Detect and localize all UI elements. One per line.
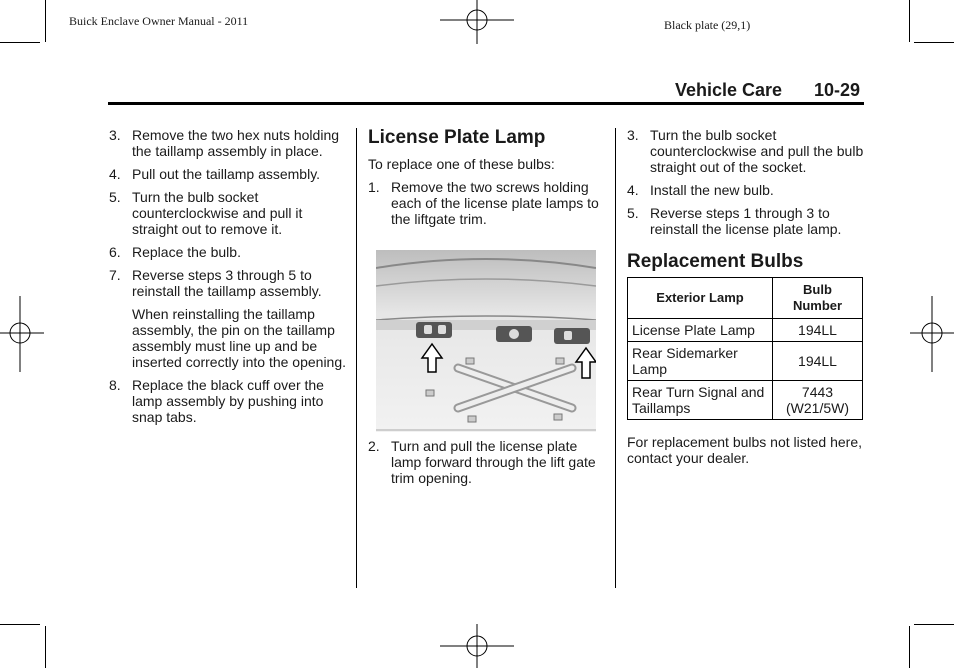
section-heading-replacement-bulbs: Replacement Bulbs <box>627 251 804 272</box>
registration-mark-top <box>440 0 516 44</box>
column-2 <box>368 127 608 234</box>
registration-mark-bottom <box>440 624 516 668</box>
header-rule <box>108 102 864 105</box>
list-item: 8. Replace the black cuff over the lamp assembly by pushing into snap tabs. <box>109 377 324 425</box>
reinstall-note: When reinstalling the taillamp assembly, the pin on the taillamp assembly must line up and be inserted correctly into the opening. <box>132 306 347 370</box>
column-divider <box>356 128 357 588</box>
list-item: 4. Pull out the taillamp assembly. <box>109 166 321 182</box>
crop-mark <box>909 626 910 668</box>
column-1 <box>109 127 347 432</box>
column-2-lower <box>368 438 608 493</box>
list-item: 5. Turn the bulb socket counterclockwise and pull it straight out to remove it. <box>109 189 303 237</box>
list-item: 2. Turn and pull the license plate lamp forward through the lift gate trim opening. <box>368 438 596 486</box>
column-divider <box>615 128 616 588</box>
list-item: 7. Reverse steps 3 through 5 to reinstall the taillamp assembly. <box>109 267 322 299</box>
crop-mark <box>909 0 910 42</box>
page-number: 10-29 <box>814 80 861 100</box>
crop-mark <box>0 624 40 625</box>
crop-mark <box>914 624 954 625</box>
manual-title: Buick Enclave Owner Manual - 2011 <box>69 14 249 28</box>
intro-text: To replace one of these bulbs: <box>368 156 555 172</box>
crop-mark <box>45 0 46 42</box>
liftgate-illustration <box>376 250 596 432</box>
bulb-table <box>627 277 863 420</box>
table-row: Rear Sidemarker Lamp 194LL <box>628 342 863 381</box>
crop-mark <box>914 42 954 43</box>
crop-mark <box>45 626 46 668</box>
registration-mark-right <box>910 296 954 372</box>
plate-label: Black plate (29,1) <box>664 18 751 32</box>
table-header-row <box>628 278 863 319</box>
list-item: 4. Install the new bulb. <box>627 182 774 198</box>
list-item: 6. Replace the bulb. <box>109 244 241 260</box>
list-item: 1. Remove the two screws holding each of the license plate lamps to the liftgate trim. <box>368 179 599 227</box>
registration-mark-left <box>0 296 44 372</box>
list-item: 3. Remove the two hex nuts holding the taillamp assembly in place. <box>109 127 340 159</box>
column-header: Bulb Number <box>773 278 863 319</box>
column-header: Exterior Lamp <box>628 278 773 319</box>
footer-note: For replacement bulbs not listed here, contact your dealer. <box>627 434 863 466</box>
table-row: License Plate Lamp 194LL <box>628 319 863 342</box>
list-item: 5. Reverse steps 1 through 3 to reinstall the license plate lamp. <box>627 205 842 237</box>
list-item: 3. Turn the bulb socket counterclockwise and pull the bulb straight out of the socket. <box>627 127 864 175</box>
column-3 <box>627 127 865 473</box>
section-title: Vehicle Care <box>675 80 783 100</box>
section-heading-license-plate-lamp: License Plate Lamp <box>368 127 546 148</box>
crop-mark <box>0 42 40 43</box>
table-row: Rear Turn Signal and Taillamps 7443 (W21/5W) <box>628 381 863 420</box>
